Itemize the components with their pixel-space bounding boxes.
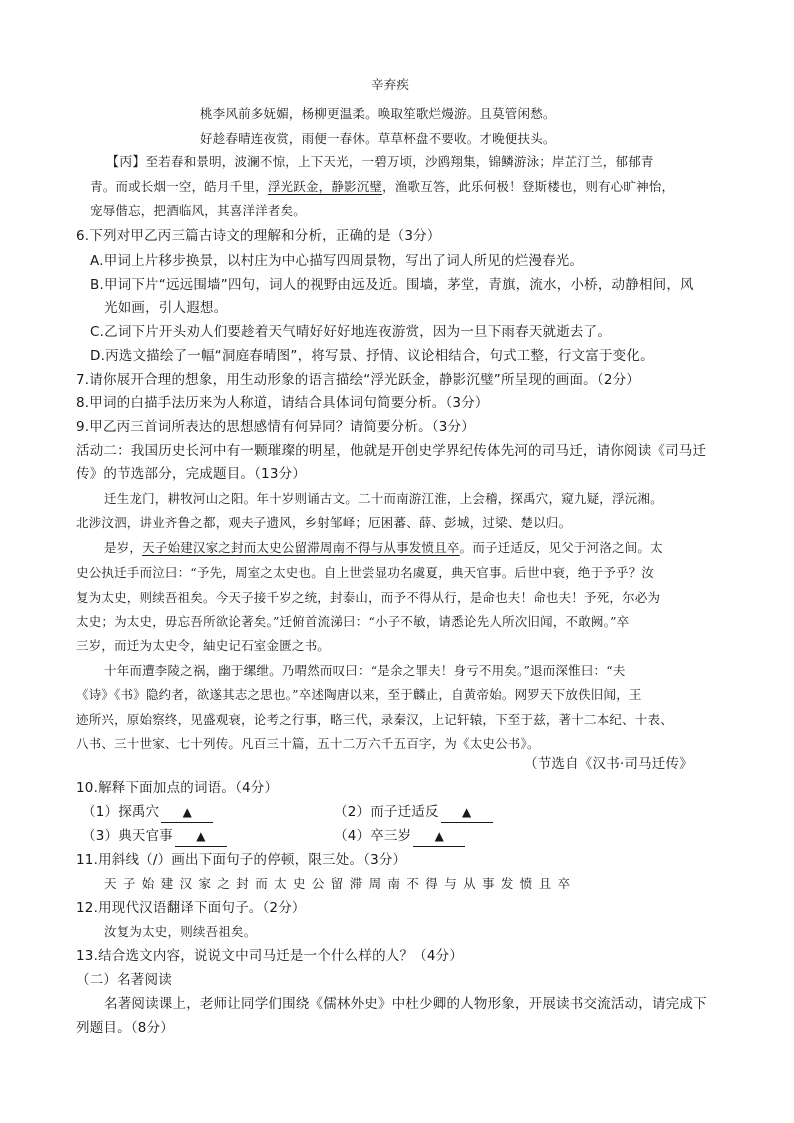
bing-text-1: 至若春和景明，波澜不惊，上下天光，一碧万顷，沙鸥翔集，锦鳞游泳；岸芷汀兰，郁郁青 (145, 154, 654, 169)
bing-text-2a: 青。而或长烟一空，皓月千里， (90, 179, 268, 194)
question-8: 8.甲词的白描手法历来为人称道，请结合具体词句简要分析。（3分） (76, 395, 489, 411)
question-11-stem: 11.用斜线（/）画出下面句子的停顿，限三处。（3分） (76, 852, 407, 868)
bing-underlined-phrase: 浮光跃金，静影沉璧 (267, 179, 383, 194)
bing-text-2b: ，渔歌互答，此乐何极！登斯楼也，则有心旷神怡， (382, 179, 675, 194)
question-10-item-2-label: （2）而子迁适反 (334, 804, 439, 820)
bing-paragraph-line-1 (106, 152, 654, 173)
bing-paragraph-line-3: 宠辱偕忘，把酒临风，其喜洋洋者矣。 (90, 203, 306, 218)
question-6-option-c: C.乙词下片开头劝人们要趁着天气晴好好好地连夜游赏，因为一旦下雨春天就逝去了。 (90, 324, 612, 340)
section-2-intro-line-1: 名著阅读课上，老师让同学们围绕《儒林外史》中杜少卿的人物形象，开展读书交流活动，请完成下 (104, 996, 707, 1012)
answer-blank-4[interactable]: ▲ (413, 826, 465, 847)
question-10-item-2 (334, 802, 493, 823)
section-2-title: （二）名著阅读 (76, 972, 172, 988)
activity-2-line-1: 活动二：我国历史长河中有一颗璀璨的明星，他就是开创史学界纪传体先河的司马迁，请你阅读《司马迁 (76, 443, 707, 459)
passage-p3-line-4: 八书、三十世家、七十列传。凡百三十篇，五十二万六千五百字，为《太史公书》。 (76, 736, 540, 751)
question-6-option-b-line-1: B.甲词下片“远远围墙”四句，词人的视野由远及近。围墙，茅堂，青旗，流水，小桥，动静相间，风 (90, 277, 694, 293)
question-6-option-b-line-2: 光如画，引人遐想。 (104, 300, 228, 316)
question-10-item-4 (334, 826, 465, 847)
question-10-item-1 (82, 802, 213, 823)
answer-blank-2[interactable]: ▲ (441, 802, 493, 823)
question-9: 9.甲乙丙三首词所表达的思想感情有何异同？请简要分析。（3分） (76, 419, 475, 435)
passage-p2-line-1 (104, 538, 663, 558)
question-10-stem: 10.解释下面加点的词语。（4分） (76, 780, 279, 796)
question-10-item-1-label: （1）探禹穴 (82, 804, 160, 820)
bing-paragraph-line-2 (90, 177, 674, 197)
question-7: 7.请你展开合理的想象，用生动形象的语言描绘“浮光跃金，静影沉璧”所呈现的画面。（2分） (76, 372, 641, 388)
poem-line-2: 好趁春晴连夜赏，雨便一春休。草草杯盘不要收。才晚便扶头。 (200, 131, 556, 146)
passage-p2-line-3: 复为太史，则续吾祖矣。今天子接千岁之统，封泰山，而予不得从行，是命也夫！命也夫！予死，尔必为 (76, 590, 661, 605)
question-6-option-d: D.丙选文描绘了一幅“洞庭春晴图”，将写景、抒情、议论相结合，句式工整，行文富于变化。 (90, 348, 654, 364)
answer-blank-3[interactable]: ▲ (175, 826, 227, 847)
passage-p2-start: 是岁， (104, 540, 143, 555)
passage-underlined-sentence: 天子始建汉家之封而太史公留滞周南不得与从事发愤且卒 (142, 540, 460, 555)
passage-p3-line-3: 迹所兴，原始察终，见盛观衰，论考之行事，略三代，录秦汉，上记轩辕，下至于兹，著十二本纪、十表、 (76, 712, 673, 727)
passage-p1-line-2: 北涉汶泗，讲业齐鲁之都，观夫子遗风，乡射邹峄；厄困蕃、薛、彭城，过梁、楚以归。 (76, 515, 572, 530)
passage-p2-line-2: 史公执迁手而泣曰：“予先，周室之太史也。自上世尝显功名虞夏，典天官事。后世中衰，绝于予乎？汝 (76, 565, 655, 580)
question-10-item-3 (82, 826, 227, 847)
question-11-sentence: 天子始建汉家之封而太史公留滞周南不得与从事发愤且卒 (104, 876, 577, 891)
poem-author: 辛弃疾 (371, 77, 410, 92)
question-13: 13.结合选文内容，说说文中司马迁是一个什么样的人？（4分） (76, 948, 464, 964)
answer-blank-1[interactable]: ▲ (161, 802, 213, 823)
question-12-stem: 12.用现代汉语翻译下面句子。（2分） (76, 900, 306, 916)
activity-2-line-2: 传》的节选部分，完成题目。（13分） (76, 466, 307, 482)
passage-p2-line-4: 太史；为太史，毋忘吾所欲论著矣。”迁俯首流涕曰：“小子不敏，请悉论先人所次旧闻，不敢阙。”卒 (76, 614, 630, 629)
passage-p3-line-2: 《诗》《书》隐约者，欲遂其志之思也。”卒述陶唐以来，至于麟止，自黄帝始。网罗天下放佚旧闻，王 (76, 687, 642, 702)
passage-p2-line-5: 三岁，而迁为太史令，紬史记石室金匮之书。 (76, 638, 331, 653)
poem-line-1: 桃李风前多妩媚，杨柳更温柔。唤取笙歌烂熳游。且莫管闲愁。 (200, 106, 556, 121)
question-10-item-3-label: （3）典天官事 (82, 828, 173, 844)
passage-p3-line-1: 十年而遭李陵之祸，幽于缧绁。乃喟然而叹曰：“是余之罪夫！身亏不用矣。”退而深惟曰：“夫 (104, 663, 626, 678)
bing-label: 【丙】 (106, 155, 146, 170)
question-12-sentence: 汝复为太史，则续吾祖矣。 (104, 924, 257, 939)
passage-source: （节选自《汉书·司马迁传》 (524, 756, 693, 772)
section-2-intro-line-2: 列题目。（8分） (76, 1020, 174, 1036)
passage-p1-line-1: 迁生龙门，耕牧河山之阳。年十岁则诵古文。二十而南游江淮，上会稽，探禹穴，窥九疑，浮沅湘。 (104, 491, 663, 506)
passage-p2-end: 。而子迁适反，见父于河洛之间。太 (459, 540, 663, 555)
question-10-item-4-label: （4）卒三岁 (334, 828, 412, 844)
question-6-option-a: A.甲词上片移步换景，以村庄为中心描写四周景物，写出了词人所见的烂漫春光。 (90, 253, 584, 269)
question-6-stem: 6.下列对甲乙丙三篇古诗文的理解和分析，正确的是（3分） (76, 228, 441, 244)
